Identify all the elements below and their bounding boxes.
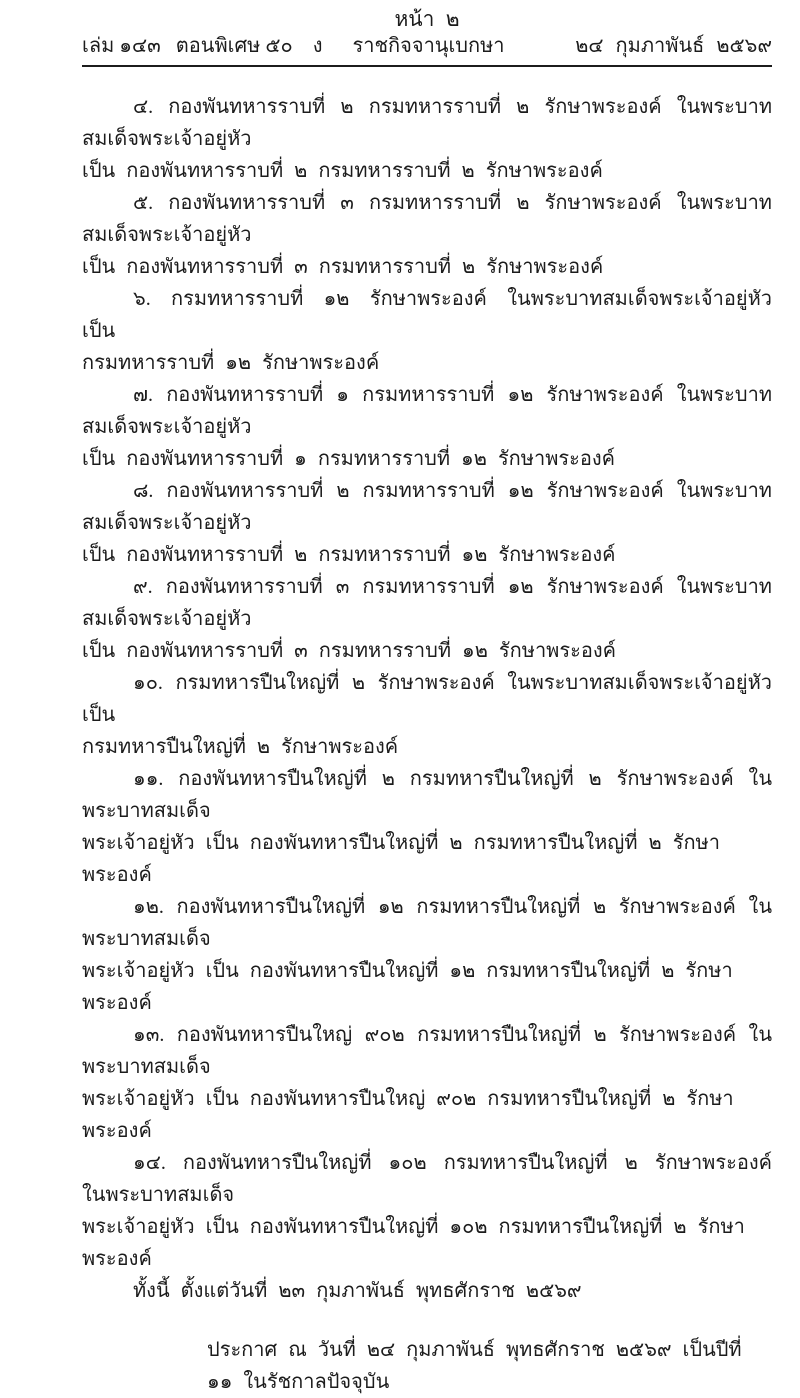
renaming-item-paragraph — [82, 1019, 772, 1147]
effective-date-line: ทั้งนี้ ตั้งแต่วันที่ ๒๓ กุมภาพันธ์ พุทธศักราช ๒๕๖๙ — [133, 1280, 582, 1302]
renaming-item-paragraph — [82, 571, 772, 667]
renaming-item-paragraph — [82, 1147, 772, 1275]
item-first-line: ๔. กองพันทหารราบที่ ๒ กรมทหารราบที่ ๒ รักษาพระองค์ ในพระบาทสมเด็จพระเจ้าอยู่หัว — [82, 96, 772, 150]
announcement-body — [82, 91, 772, 1398]
renaming-item-paragraph — [82, 187, 772, 283]
item-first-line: ๑๐. กรมทหารปืนใหญ่ที่ ๒ รักษาพระองค์ ในพระบาทสมเด็จพระเจ้าอยู่หัว เป็น — [82, 672, 772, 726]
item-continuation-line: พระเจ้าอยู่หัว เป็น กองพันทหารปืนใหญ่ ๙๐๒ กรมทหารปืนใหญ่ที่ ๒ รักษาพระองค์ — [82, 1088, 734, 1142]
item-first-line: ๑๒. กองพันทหารปืนใหญ่ที่ ๑๒ กรมทหารปืนใหญ่ที่ ๒ รักษาพระองค์ ในพระบาทสมเด็จ — [82, 896, 772, 950]
item-first-line: ๕. กองพันทหารราบที่ ๓ กรมทหารราบที่ ๒ รักษาพระองค์ ในพระบาทสมเด็จพระเจ้าอยู่หัว — [82, 192, 772, 246]
item-continuation-line: เป็น กองพันทหารราบที่ ๒ กรมทหารราบที่ ๑๒ รักษาพระองค์ — [82, 544, 616, 566]
renaming-item-paragraph — [82, 91, 772, 187]
renaming-item-paragraph — [82, 475, 772, 571]
item-continuation-line: กรมทหารปืนใหญ่ที่ ๒ รักษาพระองค์ — [82, 736, 399, 758]
item-first-line: ๑๑. กองพันทหารปืนใหญ่ที่ ๒ กรมทหารปืนใหญ่ที่ ๒ รักษาพระองค์ ในพระบาทสมเด็จ — [82, 768, 772, 822]
renaming-item-paragraph — [82, 763, 772, 891]
item-continuation-line: พระเจ้าอยู่หัว เป็น กองพันทหารปืนใหญ่ที่ ๒ กรมทหารปืนใหญ่ที่ ๒ รักษาพระองค์ — [82, 832, 720, 886]
renaming-item-paragraph — [82, 379, 772, 475]
renaming-item-paragraph — [82, 891, 772, 1019]
item-first-line: ๗. กองพันทหารราบที่ ๑ กรมทหารราบที่ ๑๒ รักษาพระองค์ ในพระบาทสมเด็จพระเจ้าอยู่หัว — [82, 384, 772, 438]
page-number-label: หน้า ๒ — [394, 7, 460, 31]
item-first-line: ๑๔. กองพันทหารปืนใหญ่ที่ ๑๐๒ กรมทหารปืนใหญ่ที่ ๒ รักษาพระองค์ ในพระบาทสมเด็จ — [82, 1152, 772, 1206]
header-meta-row — [82, 33, 772, 60]
renaming-item-list — [82, 91, 772, 1275]
issue-date-label: ๒๔ กุมภาพันธ์ ๒๕๖๙ — [575, 35, 772, 57]
volume-issue-label: เล่ม ๑๔๓ ตอนพิเศษ ๕๐ ง — [82, 35, 323, 57]
item-continuation-line: เป็น กองพันทหารราบที่ ๑ กรมทหารราบที่ ๑๒ รักษาพระองค์ — [82, 448, 616, 470]
proclamation-date-line: ประกาศ ณ วันที่ ๒๔ กุมภาพันธ์ พุทธศักราช ๒๕๖๙ เป็นปีที่ ๑๑ ในรัชกาลปัจจุบัน — [207, 1339, 742, 1393]
item-continuation-line: เป็น กองพันทหารราบที่ ๒ กรมทหารราบที่ ๒ รักษาพระองค์ — [82, 160, 603, 182]
header-rule-divider — [82, 65, 772, 67]
renaming-item-paragraph — [82, 667, 772, 763]
item-first-line: ๙. กองพันทหารราบที่ ๓ กรมทหารราบที่ ๑๒ รักษาพระองค์ ในพระบาทสมเด็จพระเจ้าอยู่หัว — [82, 576, 772, 630]
item-continuation-line: เป็น กองพันทหารราบที่ ๓ กรมทหารราบที่ ๑๒ รักษาพระองค์ — [82, 640, 617, 662]
item-continuation-line: พระเจ้าอยู่หัว เป็น กองพันทหารปืนใหญ่ที่ ๑๒ กรมทหารปืนใหญ่ที่ ๒ รักษาพระองค์ — [82, 960, 733, 1014]
item-continuation-line: กรมทหารราบที่ ๑๒ รักษาพระองค์ — [82, 352, 380, 374]
item-continuation-line: เป็น กองพันทหารราบที่ ๓ กรมทหารราบที่ ๒ รักษาพระองค์ — [82, 256, 604, 278]
item-first-line: ๖. กรมทหารราบที่ ๑๒ รักษาพระองค์ ในพระบาทสมเด็จพระเจ้าอยู่หัว เป็น — [82, 288, 772, 342]
item-first-line: ๘. กองพันทหารราบที่ ๒ กรมทหารราบที่ ๑๒ รักษาพระองค์ ในพระบาทสมเด็จพระเจ้าอยู่หัว — [82, 480, 772, 534]
page-header — [82, 6, 772, 67]
renaming-item-paragraph — [82, 283, 772, 379]
gazette-title: ราชกิจจานุเบกษา — [352, 35, 505, 57]
item-continuation-line: พระเจ้าอยู่หัว เป็น กองพันทหารปืนใหญ่ที่ ๑๐๒ กรมทหารปืนใหญ่ที่ ๒ รักษาพระองค์ — [82, 1216, 745, 1270]
item-first-line: ๑๓. กองพันทหารปืนใหญ่ ๙๐๒ กรมทหารปืนใหญ่ที่ ๒ รักษาพระองค์ ในพระบาทสมเด็จ — [82, 1024, 772, 1078]
